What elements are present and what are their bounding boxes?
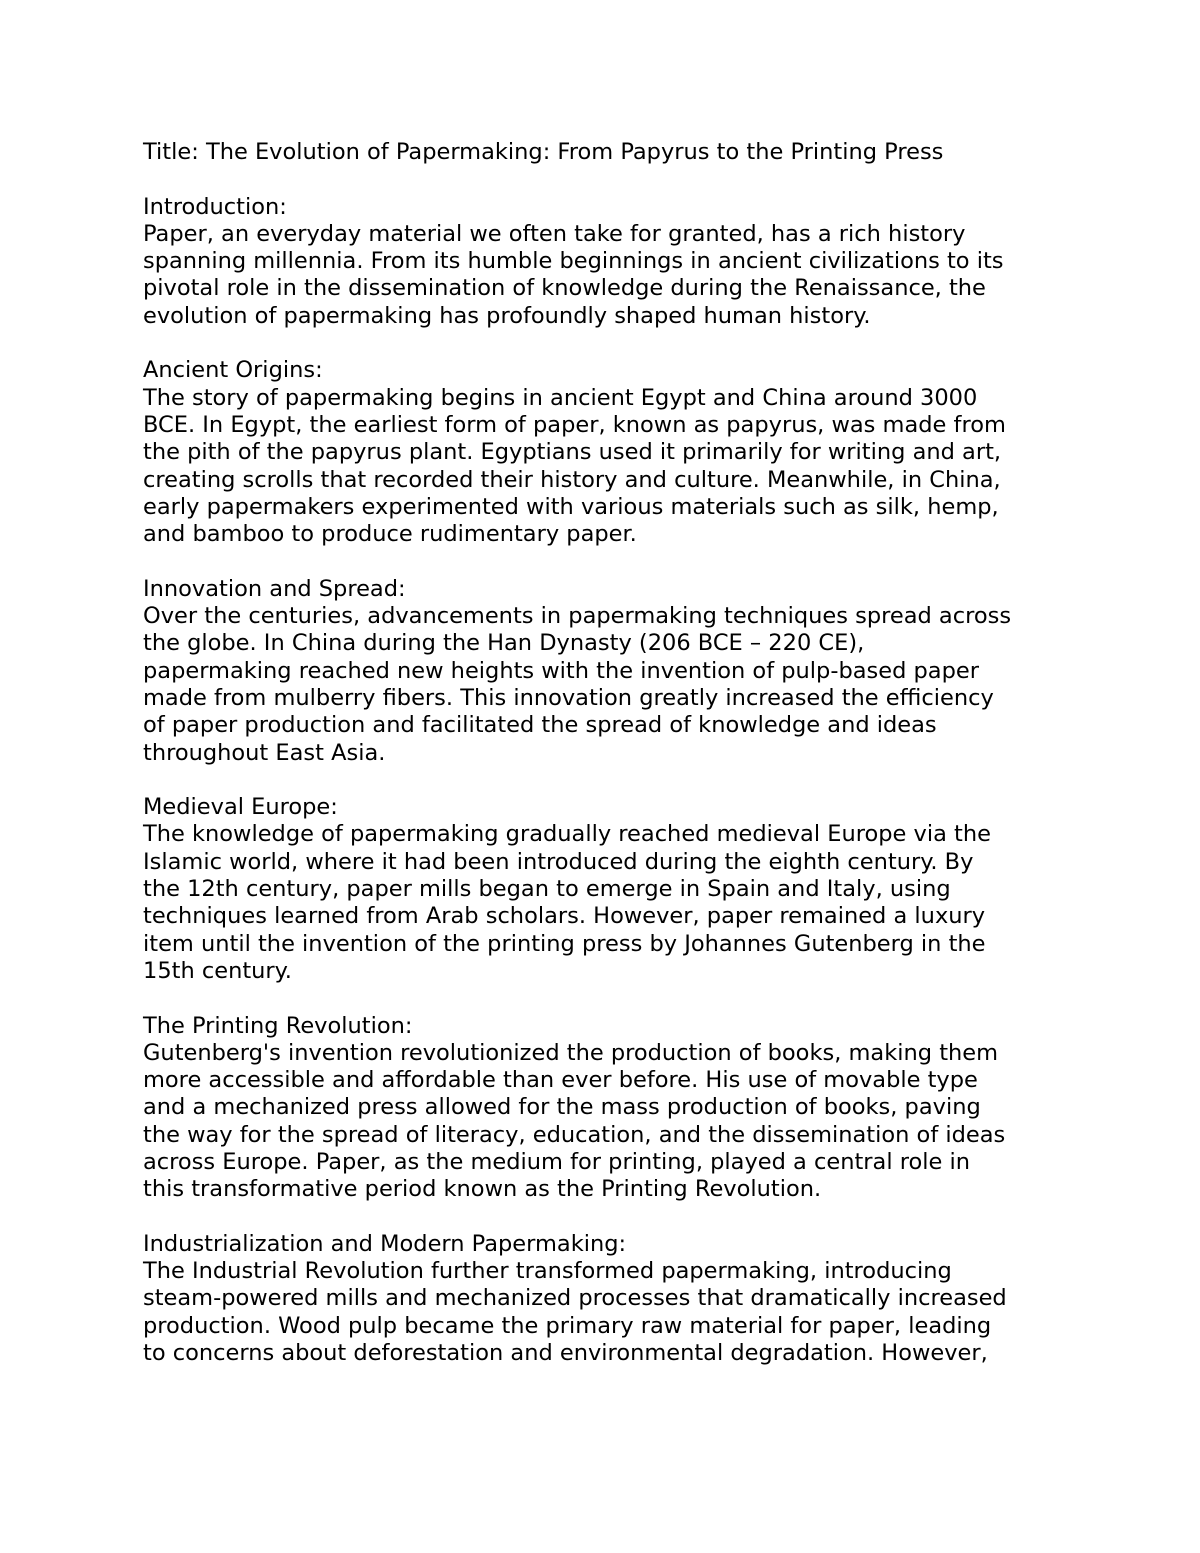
section-innovation-and-spread bbox=[143, 576, 1073, 767]
paragraph-line: The story of papermaking begins in ancient Egypt and China around 3000 bbox=[143, 384, 978, 411]
paragraph-line: more accessible and affordable than ever before. His use of movable type bbox=[143, 1067, 978, 1094]
paragraph-line: The knowledge of papermaking gradually reached medieval Europe via the bbox=[143, 821, 991, 848]
paragraph-line: creating scrolls that recorded their history and culture. Meanwhile, in China, bbox=[143, 466, 1001, 493]
paragraph-line: the way for the spread of literacy, education, and the dissemination of ideas bbox=[143, 1121, 1006, 1148]
section-heading: Industrialization and Modern Papermaking: bbox=[143, 1230, 627, 1257]
paragraph-line: and bamboo to produce rudimentary paper. bbox=[143, 521, 637, 548]
paragraph-line: steam-powered mills and mechanized processes that dramatically increased bbox=[143, 1285, 1007, 1312]
paragraph-line: the pith of the papyrus plant. Egyptians used it primarily for writing and art, bbox=[143, 439, 1002, 466]
section-heading: Introduction: bbox=[143, 193, 287, 220]
section-introduction bbox=[143, 194, 1073, 330]
section-heading: Ancient Origins: bbox=[143, 357, 323, 384]
paragraph-line: 15th century. bbox=[143, 957, 292, 984]
paragraph-line: production. Wood pulp became the primary raw material for paper, leading bbox=[143, 1312, 992, 1339]
section-printing-revolution bbox=[143, 1013, 1073, 1204]
section-heading: Innovation and Spread: bbox=[143, 575, 406, 602]
paragraph-line: and a mechanized press allowed for the mass production of books, paving bbox=[143, 1094, 981, 1121]
section-heading: The Printing Revolution: bbox=[143, 1012, 413, 1039]
paragraph-line: techniques learned from Arab scholars. However, paper remained a luxury bbox=[143, 903, 986, 930]
paragraph-line: Paper, an everyday material we often take for granted, has a rich history bbox=[143, 220, 966, 247]
section-heading: Medieval Europe: bbox=[143, 794, 338, 821]
paragraph-line: Over the centuries, advancements in papermaking techniques spread across bbox=[143, 603, 1012, 630]
paragraph-line: of paper production and facilitated the spread of knowledge and ideas bbox=[143, 712, 937, 739]
paragraph-line: The Industrial Revolution further transformed papermaking, introducing bbox=[143, 1258, 952, 1285]
paragraph-line: pivotal role in the dissemination of knowledge during the Renaissance, the bbox=[143, 275, 986, 302]
section-medieval-europe bbox=[143, 794, 1073, 985]
section-industrialization bbox=[143, 1231, 1073, 1367]
paragraph-line: across Europe. Paper, as the medium for printing, played a central role in bbox=[143, 1148, 971, 1175]
document-page bbox=[143, 139, 1073, 1395]
paragraph-line: item until the invention of the printing press by Johannes Gutenberg in the bbox=[143, 930, 986, 957]
paragraph-line: to concerns about deforestation and environmental degradation. However, bbox=[143, 1340, 988, 1367]
document-title: Title: The Evolution of Papermaking: From Papyrus to the Printing Press bbox=[143, 139, 944, 165]
section-ancient-origins bbox=[143, 357, 1073, 548]
paragraph-line: papermaking reached new heights with the invention of pulp-based paper bbox=[143, 657, 979, 684]
paragraph-line: made from mulberry fibers. This innovation greatly increased the efficiency bbox=[143, 684, 994, 711]
paragraph-line: Gutenberg's invention revolutionized the production of books, making them bbox=[143, 1039, 999, 1066]
paragraph-line: this transformative period known as the Printing Revolution. bbox=[143, 1176, 822, 1203]
paragraph-line: early papermakers experimented with various materials such as silk, hemp, bbox=[143, 493, 999, 520]
paragraph-line: evolution of papermaking has profoundly shaped human history. bbox=[143, 302, 871, 329]
paragraph-line: BCE. In Egypt, the earliest form of paper, known as papyrus, was made from bbox=[143, 411, 1006, 438]
paragraph-line: the 12th century, paper mills began to emerge in Spain and Italy, using bbox=[143, 876, 951, 903]
paragraph-line: Islamic world, where it had been introduced during the eighth century. By bbox=[143, 848, 974, 875]
paragraph-line: throughout East Asia. bbox=[143, 739, 386, 766]
paragraph-line: spanning millennia. From its humble beginnings in ancient civilizations to its bbox=[143, 248, 1004, 275]
paragraph-line: the globe. In China during the Han Dynasty (206 BCE – 220 CE), bbox=[143, 630, 865, 657]
